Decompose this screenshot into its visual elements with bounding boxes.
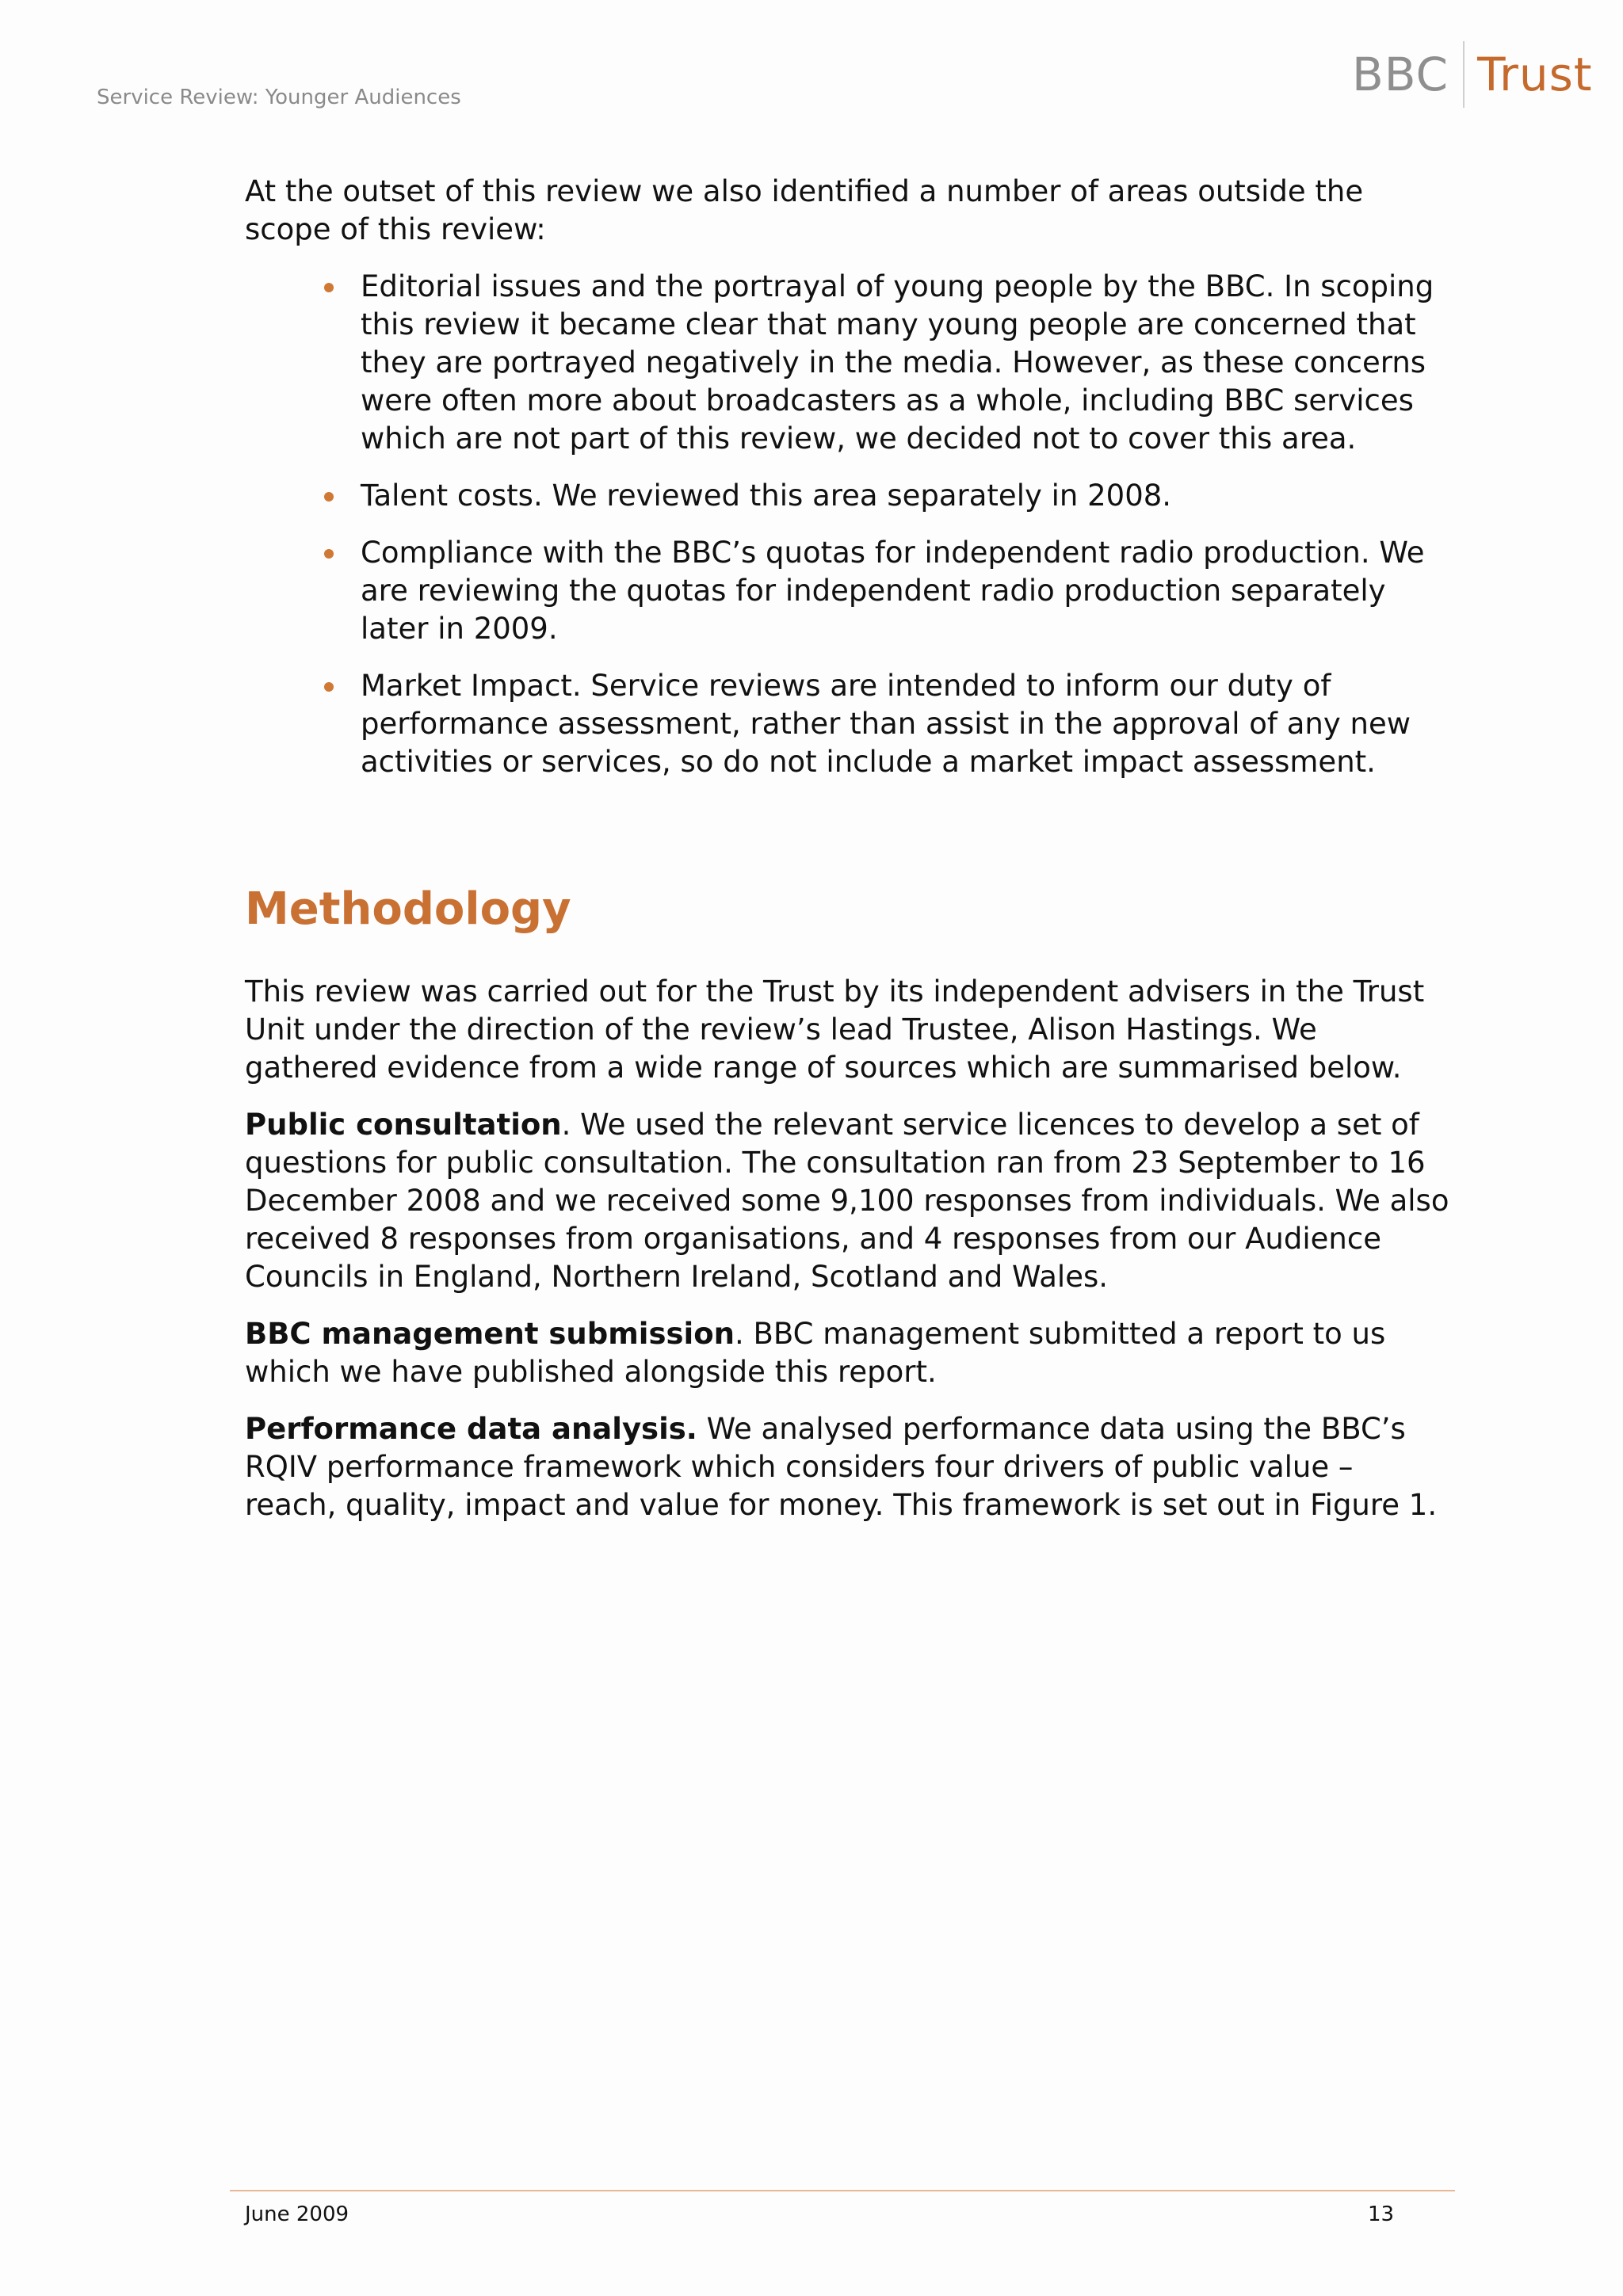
scope-exclusions-list — [245, 268, 1449, 781]
list-item-text: Talent costs. We reviewed this area separately in 2008. — [361, 479, 1172, 513]
public-consultation-lead: Public consultation — [245, 1108, 562, 1142]
logo-bbc-text: BBC — [1352, 48, 1449, 101]
bullet-icon — [324, 682, 334, 692]
public-consultation-text: . We used the relevant service licences to develop a set of questions for public consultation. The consultation ran from 23 September to 16 December 2008 and we received some 9,100 responses from individuals. We also received 8 responses from organisations, and 4 responses from our Audience Councils in England, Northern Ireland, Scotland and Wales. — [245, 1108, 1449, 1294]
performance-analysis-lead: Performance data analysis. — [245, 1412, 697, 1446]
page-number: 13 — [1368, 2203, 1395, 2226]
list-item-text: Editorial issues and the portrayal of young people by the BBC. In scoping this review it became clear that many young people are concerned that they are portrayed negatively in the media. However, as these concerns were often more about broadcasters as a whole, including BBC services which are not part of this review, we decided not to cover this area. — [361, 269, 1434, 456]
page-body — [245, 173, 1449, 1543]
bullet-icon — [324, 283, 334, 292]
management-submission-text: . BBC management submitted a report to us which we have published alongside this report. — [245, 1317, 1386, 1389]
list-item-text: Compliance with the BBC’s quotas for independent radio production. We are reviewing the quotas for independent radio production separately later in 2009. — [361, 536, 1425, 646]
footer-date: June 2009 — [245, 2203, 349, 2226]
methodology-intro-paragraph: This review was carried out for the Trust by its independent advisers in the Trust Unit under the direction of the review’s lead Trustee, Alison Hastings. We gathered evidence from a wide range of sources which are summarised below. — [245, 974, 1425, 1085]
bullet-icon — [324, 549, 334, 559]
footer-divider — [230, 2190, 1455, 2191]
logo-trust-text: Trust — [1477, 48, 1593, 101]
performance-analysis-text: We analysed performance data using the BBC’s RQIV performance framework which considers four drivers of public value – reach, quality, impact and value for money. This framework is set out in Figure 1. — [245, 1412, 1438, 1522]
management-submission-lead: BBC management submission — [245, 1317, 735, 1351]
section-heading-methodology: Methodology — [245, 883, 571, 935]
bbc-trust-logo — [1352, 41, 1593, 108]
management-submission-paragraph — [245, 1315, 1449, 1391]
public-consultation-paragraph — [245, 1106, 1449, 1296]
logo-divider — [1463, 41, 1465, 108]
list-item — [361, 477, 1449, 515]
intro-paragraph: At the outset of this review we also identified a number of areas outside the scope of this review: — [245, 174, 1364, 246]
list-item — [361, 268, 1449, 458]
list-item-text: Market Impact. Service reviews are intended to inform our duty of performance assessment, rather than assist in the approval of any new activities or services, so do not include a market impact assessment. — [361, 669, 1411, 779]
list-item — [361, 667, 1449, 781]
bullet-icon — [324, 492, 334, 502]
running-title: Service Review: Younger Audiences — [97, 86, 461, 109]
list-item — [361, 534, 1449, 648]
performance-analysis-paragraph — [245, 1410, 1449, 1524]
